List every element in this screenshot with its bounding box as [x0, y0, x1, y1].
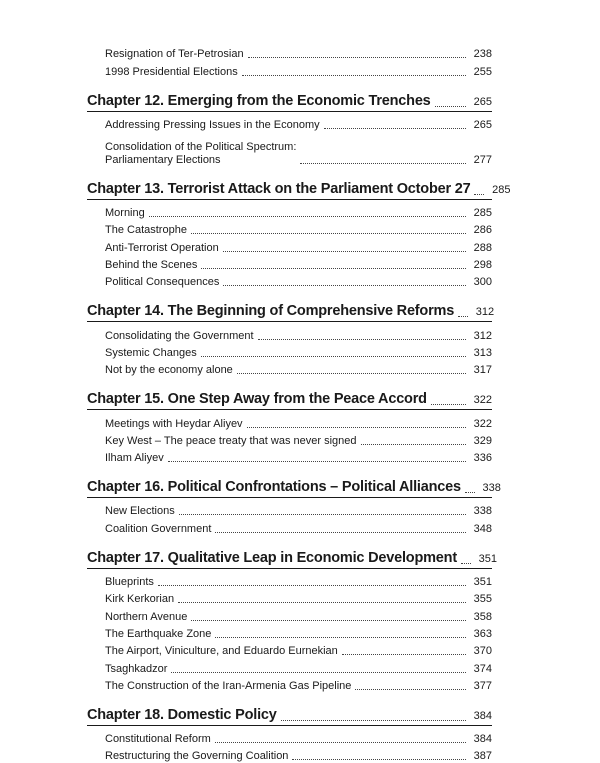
entry-page: 317 — [473, 364, 492, 377]
entry-page: 322 — [473, 417, 492, 430]
dot-leader — [179, 514, 466, 515]
chapter-name: The Beginning of Comprehensive Reforms — [167, 303, 455, 320]
entry-page: 265 — [473, 118, 492, 131]
entry-page: 351 — [473, 576, 492, 589]
chapter-page: 351 — [478, 552, 497, 565]
entry-title: Coalition Government — [105, 522, 212, 535]
chapter-block-15 — [87, 385, 492, 465]
dot-leader — [247, 427, 466, 428]
toc-entry[interactable] — [87, 676, 492, 693]
chapter-name: Emerging from the Economic Trenches — [167, 92, 431, 109]
dot-leader — [248, 57, 466, 58]
dot-leader — [474, 194, 484, 195]
toc-entry[interactable] — [87, 61, 492, 78]
chapter-block-16 — [87, 473, 501, 536]
dot-leader — [300, 163, 466, 164]
entry-title: Northern Avenue — [105, 610, 188, 623]
entry-page: 312 — [473, 329, 492, 342]
chapter-heading[interactable] — [87, 175, 511, 198]
toc-entry[interactable] — [87, 448, 492, 465]
chapter-heading[interactable] — [87, 297, 495, 320]
chapter-title — [87, 391, 427, 408]
dot-leader — [355, 689, 466, 690]
entry-title: New Elections — [105, 505, 175, 518]
chapter-page: 322 — [473, 394, 492, 407]
chapter-label: Chapter 18. — [87, 706, 164, 723]
chapter-divider — [87, 111, 492, 112]
toc-entry[interactable] — [87, 658, 492, 675]
chapter-name: Qualitative Leap in Economic Development — [167, 549, 457, 566]
dot-leader — [171, 672, 466, 673]
entry-title: Tsaghkadzor — [105, 662, 168, 675]
entry-page: 313 — [473, 346, 492, 359]
chapter-page: 265 — [473, 95, 492, 108]
entry-page: 238 — [473, 48, 492, 61]
entry-title: Consolidating the Government — [105, 329, 254, 342]
chapter-name: One Step Away from the Peace Accord — [167, 391, 427, 408]
toc-entry[interactable] — [87, 237, 492, 254]
dot-leader — [431, 404, 466, 405]
entry-page: 348 — [473, 522, 492, 535]
chapter-label: Chapter 16. — [87, 479, 164, 496]
toc-entry[interactable] — [87, 325, 492, 342]
dot-leader — [223, 251, 466, 252]
chapter-title — [87, 550, 457, 567]
entry-title: Resignation of Ter-Petrosian — [105, 48, 244, 61]
chapter-heading[interactable] — [87, 701, 492, 724]
dot-leader — [324, 128, 466, 129]
entry-title: Kirk Kerkorian — [105, 593, 175, 606]
toc-entry[interactable] — [87, 431, 492, 448]
toc-entry[interactable] — [87, 641, 492, 658]
entry-title: The Airport, Viniculture, and Eduardo Eurnekian — [105, 645, 338, 658]
chapter-block-18 — [87, 701, 492, 763]
entry-title: Ilham Aliyev — [105, 452, 164, 465]
entry-page: 298 — [473, 259, 492, 272]
dot-leader — [191, 233, 466, 234]
dot-leader — [168, 461, 466, 462]
toc-entry[interactable] — [87, 115, 492, 132]
chapter-name: Terrorist Attack on the Parliament October 27 — [167, 180, 471, 197]
entry-title-line: Parliamentary Elections — [105, 153, 221, 166]
chapter-label: Chapter 12. — [87, 92, 164, 109]
entry-title: Key West – The peace treaty that was never signed — [105, 434, 357, 447]
dot-leader — [458, 316, 468, 317]
toc-entry[interactable] — [87, 44, 492, 61]
toc-entry[interactable] — [87, 413, 492, 430]
entry-page: 329 — [473, 434, 492, 447]
entry-page: 255 — [473, 65, 492, 78]
entry-title: Anti-Terrorist Operation — [105, 241, 219, 254]
chapter-name: Domestic Policy — [167, 706, 277, 723]
entry-title: 1998 Presidential Elections — [105, 65, 238, 78]
chapter-page: 338 — [482, 482, 501, 495]
dot-leader — [242, 75, 466, 76]
dot-leader — [201, 268, 466, 269]
toc-entry[interactable] — [87, 624, 492, 641]
dot-leader — [342, 654, 466, 655]
dot-leader — [223, 285, 466, 286]
dot-leader — [361, 444, 466, 445]
entry-title — [105, 141, 296, 167]
chapter-title — [87, 181, 470, 198]
dot-leader — [292, 759, 466, 760]
entry-title: Morning — [105, 207, 145, 220]
entry-page: 358 — [473, 610, 492, 623]
chapter-page: 384 — [473, 709, 492, 722]
chapter-divider — [87, 409, 492, 410]
entry-page: 288 — [473, 241, 492, 254]
intro-entries — [87, 44, 492, 79]
dot-leader — [191, 620, 466, 621]
toc-entry[interactable] — [87, 255, 492, 272]
chapter-divider — [87, 321, 492, 322]
dot-leader — [215, 637, 466, 638]
entry-page: 377 — [473, 679, 492, 692]
entry-page: 277 — [473, 153, 492, 166]
chapter-page: 285 — [492, 183, 511, 196]
chapter-heading[interactable] — [87, 385, 492, 408]
entry-page: 285 — [473, 207, 492, 220]
toc-entry[interactable] — [87, 343, 492, 360]
chapter-title — [87, 303, 454, 320]
entry-page: 300 — [473, 276, 492, 289]
dot-leader — [215, 742, 466, 743]
entry-page: 384 — [473, 733, 492, 746]
toc-entry[interactable] — [87, 606, 492, 623]
entry-page: 370 — [473, 645, 492, 658]
entry-title: Constitutional Reform — [105, 733, 211, 746]
entry-page: 374 — [473, 662, 492, 675]
chapter-label: Chapter 15. — [87, 391, 164, 408]
chapter-heading[interactable] — [87, 544, 497, 567]
toc-entry[interactable] — [87, 572, 492, 589]
entry-page: 355 — [473, 593, 492, 606]
dot-leader — [149, 216, 466, 217]
toc-entry[interactable] — [87, 589, 492, 606]
chapter-label: Chapter 14. — [87, 303, 164, 320]
entry-title: Addressing Pressing Issues in the Economy — [105, 118, 320, 131]
toc-entry[interactable] — [87, 132, 492, 167]
entry-title: The Earthquake Zone — [105, 627, 212, 640]
entry-page: 336 — [473, 452, 492, 465]
dot-leader — [178, 602, 466, 603]
chapter-divider — [87, 497, 492, 498]
chapter-title — [87, 707, 277, 724]
entry-page: 338 — [473, 505, 492, 518]
chapter-block-13 — [87, 175, 511, 289]
chapter-divider — [87, 199, 492, 200]
toc-entry[interactable] — [87, 203, 492, 220]
toc-entry[interactable] — [87, 518, 492, 535]
dot-leader — [237, 373, 466, 374]
chapter-block-12 — [87, 87, 492, 167]
chapter-divider — [87, 725, 492, 726]
chapter-divider — [87, 568, 492, 569]
toc-entry[interactable] — [87, 272, 492, 289]
toc-entry[interactable] — [87, 501, 492, 518]
dot-leader — [281, 720, 466, 721]
chapter-heading[interactable] — [87, 87, 492, 110]
entry-title: Behind the Scenes — [105, 259, 198, 272]
chapter-label: Chapter 13. — [87, 180, 164, 197]
chapter-heading[interactable] — [87, 473, 501, 496]
chapter-title — [87, 93, 431, 110]
dot-leader — [201, 356, 466, 357]
chapter-label: Chapter 17. — [87, 549, 164, 566]
entry-title: The Construction of the Iran-Armenia Gas Pipeline — [105, 679, 352, 692]
chapter-block-17 — [87, 544, 497, 693]
toc-entry[interactable] — [87, 360, 492, 377]
entry-title: The Catastrophe — [105, 224, 187, 237]
dot-leader — [258, 339, 466, 340]
entry-title-line: Consolidation of the Political Spectrum: — [105, 140, 297, 153]
entry-page: 387 — [473, 750, 492, 763]
entry-page: 363 — [473, 627, 492, 640]
dot-leader — [465, 492, 475, 493]
chapter-block-14 — [87, 297, 495, 377]
dot-leader — [435, 106, 466, 107]
chapter-title — [87, 479, 461, 496]
dot-leader — [461, 563, 471, 564]
dot-leader — [215, 532, 466, 533]
entry-title: Blueprints — [105, 576, 154, 589]
entry-title: Meetings with Heydar Aliyev — [105, 417, 243, 430]
entry-title: Not by the economy alone — [105, 364, 233, 377]
toc-entry[interactable] — [87, 746, 492, 763]
entry-title: Political Consequences — [105, 276, 220, 289]
chapter-name: Political Confrontations – Political Alliances — [167, 479, 461, 496]
toc-entry[interactable] — [87, 729, 492, 746]
toc-entry[interactable] — [87, 220, 492, 237]
chapter-page: 312 — [475, 306, 495, 319]
dot-leader — [158, 585, 466, 586]
entry-title: Systemic Changes — [105, 346, 197, 359]
entry-page: 286 — [473, 224, 492, 237]
entry-title: Restructuring the Governing Coalition — [105, 750, 289, 763]
